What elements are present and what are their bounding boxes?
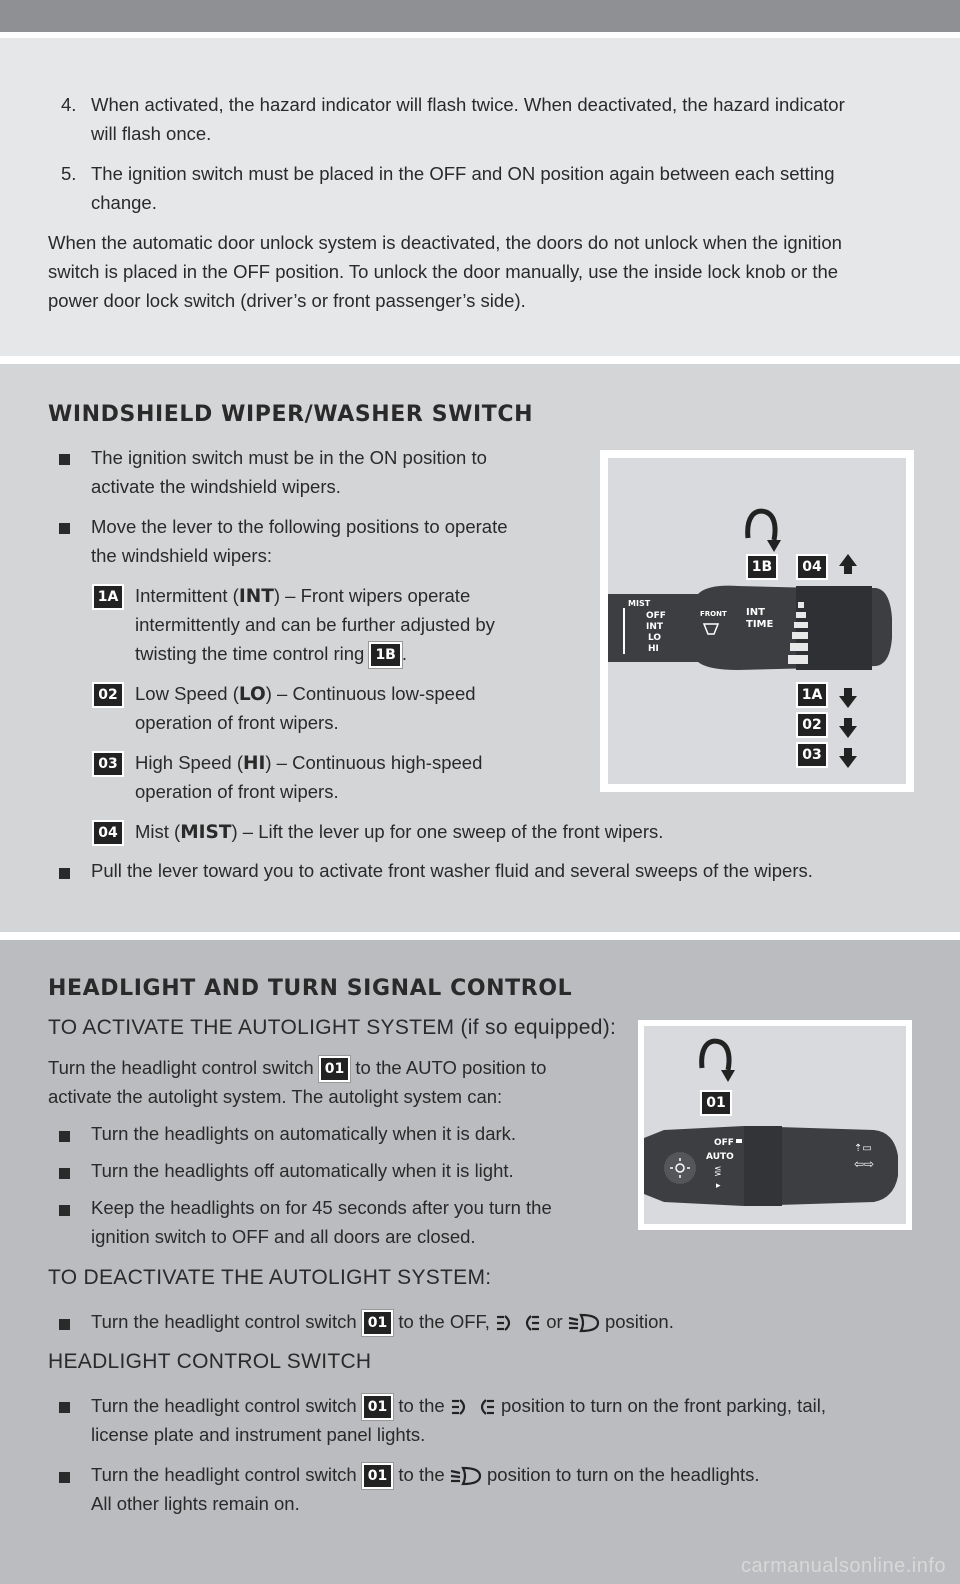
position-badge: 03: [92, 751, 124, 777]
bullet-icon: [59, 1319, 70, 1330]
svg-text:⇡▭: ⇡▭: [854, 1143, 872, 1154]
svg-text:HI: HI: [648, 644, 659, 654]
bullet-text: Turn the headlights on automatically when it is dark.: [91, 1123, 517, 1144]
subheading: TO ACTIVATE THE AUTOLIGHT SYSTEM (if so equipped):: [48, 1016, 617, 1039]
position-text: twisting the time control ring 1B .: [135, 639, 407, 668]
headlight-icon: [568, 1313, 600, 1333]
svg-text:OFF: OFF: [646, 611, 666, 621]
parking-lights-icon: [495, 1313, 541, 1333]
bullet-text: The ignition switch must be in the ON position to: [91, 447, 487, 468]
inline-badge: 01: [362, 1394, 393, 1420]
bullet-text: Turn the headlights off automatically when it is light.: [91, 1160, 514, 1181]
figure-badge: 1B: [746, 554, 778, 580]
bullet-icon: [59, 1131, 70, 1142]
twist-arrow-icon: [748, 511, 781, 552]
position-text: Low Speed (LO) – Continuous low-speed: [135, 683, 476, 705]
item-text: will flash once.: [91, 123, 212, 144]
bullet-icon: [59, 1205, 70, 1216]
bullet-text: Move the lever to the following positions to operate: [91, 516, 508, 537]
svg-text:⇦⇨: ⇦⇨: [854, 1157, 875, 1171]
bullet-text: Pull the lever toward you to activate front washer fluid and several sweeps of the wipers.: [91, 860, 813, 881]
item-text: The ignition switch must be placed in the OFF and ON position again between each setting: [91, 163, 835, 184]
paragraph-line: Turn the headlight control switch 01 to the AUTO position to: [48, 1053, 546, 1082]
item-text: change.: [91, 192, 157, 213]
figure-badge: 01: [700, 1090, 732, 1116]
position-text: High Speed (HI) – Continuous high-speed: [135, 752, 483, 774]
bullet-text: Turn the headlight control switch 01 to the OFF, or position.: [91, 1307, 674, 1336]
hazard-section: [0, 38, 960, 356]
svg-text:OFF: OFF: [714, 1138, 734, 1148]
paragraph-line: switch is placed in the OFF position. To unlock the door manually, use the inside lock knob or the: [48, 261, 839, 282]
item-number: 5.: [61, 163, 77, 184]
paragraph-line: activate the autolight system. The autolight system can:: [48, 1086, 503, 1107]
position-text: operation of front wipers.: [135, 781, 339, 802]
position-text: intermittently and can be further adjusted by: [135, 614, 495, 635]
svg-text:FRONT: FRONT: [700, 610, 727, 618]
bullet-text: Turn the headlight control switch 01 to the position to turn on the headlights.: [91, 1460, 760, 1489]
wiper-figure: [608, 458, 906, 784]
figure-badge: 02: [796, 712, 828, 738]
bullet-icon: [59, 1168, 70, 1179]
headlight-figure: [644, 1026, 906, 1224]
parking-lights-icon: [450, 1397, 496, 1417]
bullet-icon: [59, 868, 70, 879]
subheading: HEADLIGHT CONTROL SWITCH: [48, 1350, 372, 1373]
headlight-figure-frame: [638, 1020, 912, 1230]
paragraph-line: power door lock switch (driver’s or front passenger’s side).: [48, 290, 526, 311]
svg-text:AUTO: AUTO: [706, 1152, 734, 1162]
item-number: 4.: [61, 94, 77, 115]
headlight-section: [0, 940, 960, 1584]
bullet-text: license plate and instrument panel lights.: [91, 1424, 426, 1445]
position-text: Mist (MIST) – Lift the lever up for one sweep of the front wipers.: [135, 821, 664, 843]
paragraph-line: When the automatic door unlock system is deactivated, the doors do not unlock when the ignition: [48, 232, 842, 253]
bullet-icon: [59, 454, 70, 465]
wiper-lever-illustration: [608, 458, 906, 784]
inline-badge: 1B: [369, 642, 401, 668]
headlight-lever-illustration: [644, 1026, 906, 1224]
item-text: When activated, the hazard indicator will flash twice. When deactivated, the hazard indicator: [91, 94, 845, 115]
svg-text:TIME: TIME: [746, 619, 774, 630]
subheading: TO DEACTIVATE THE AUTOLIGHT SYSTEM:: [48, 1266, 492, 1289]
bullet-text: Turn the headlight control switch 01 to the position to turn on the front parking, tail,: [91, 1391, 826, 1420]
svg-text:INT: INT: [646, 622, 664, 632]
section-title: WINDSHIELD WIPER/WASHER SWITCH: [48, 402, 534, 427]
bullet-text: ignition switch to OFF and all doors are closed.: [91, 1226, 476, 1247]
inline-badge: 01: [362, 1310, 393, 1336]
position-text: operation of front wipers.: [135, 712, 339, 733]
section-title: HEADLIGHT AND TURN SIGNAL CONTROL: [48, 976, 573, 1001]
svg-text:INT: INT: [746, 607, 765, 618]
inline-badge: 01: [319, 1056, 350, 1082]
bullet-text: All other lights remain on.: [91, 1493, 300, 1514]
svg-text:⋚: ⋚: [714, 1167, 722, 1177]
figure-badge: 1A: [796, 682, 828, 708]
watermark: carmanualsonline.info: [740, 1555, 946, 1577]
bullet-icon: [59, 1402, 70, 1413]
top-bar: [0, 0, 960, 32]
bullet-text: activate the windshield wipers.: [91, 476, 341, 497]
inline-badge: 01: [362, 1463, 393, 1489]
svg-text:LO: LO: [648, 633, 662, 643]
bullet-icon: [59, 1472, 70, 1483]
headlight-icon: [450, 1466, 482, 1486]
up-arrow-icon: [839, 554, 857, 574]
position-badge: 04: [92, 820, 124, 846]
wiper-figure-frame: [600, 450, 914, 792]
position-text: Intermittent (INT) – Front wipers operate: [135, 585, 471, 607]
figure-badge: 03: [796, 742, 828, 768]
svg-text:MIST: MIST: [628, 599, 651, 608]
wiper-section: [0, 364, 960, 932]
bullet-text: Keep the headlights on for 45 seconds after you turn the: [91, 1197, 552, 1218]
down-arrow-icon: [839, 718, 857, 738]
position-badge: 02: [92, 682, 124, 708]
svg-text:▸: ▸: [716, 1181, 721, 1191]
twist-arrow-icon: [702, 1041, 735, 1082]
down-arrow-icon: [839, 748, 857, 768]
bullet-text: the windshield wipers:: [91, 545, 272, 566]
figure-badge: 04: [796, 554, 828, 580]
down-arrow-icon: [839, 688, 857, 708]
position-badge: 1A: [92, 584, 124, 610]
bullet-icon: [59, 523, 70, 534]
